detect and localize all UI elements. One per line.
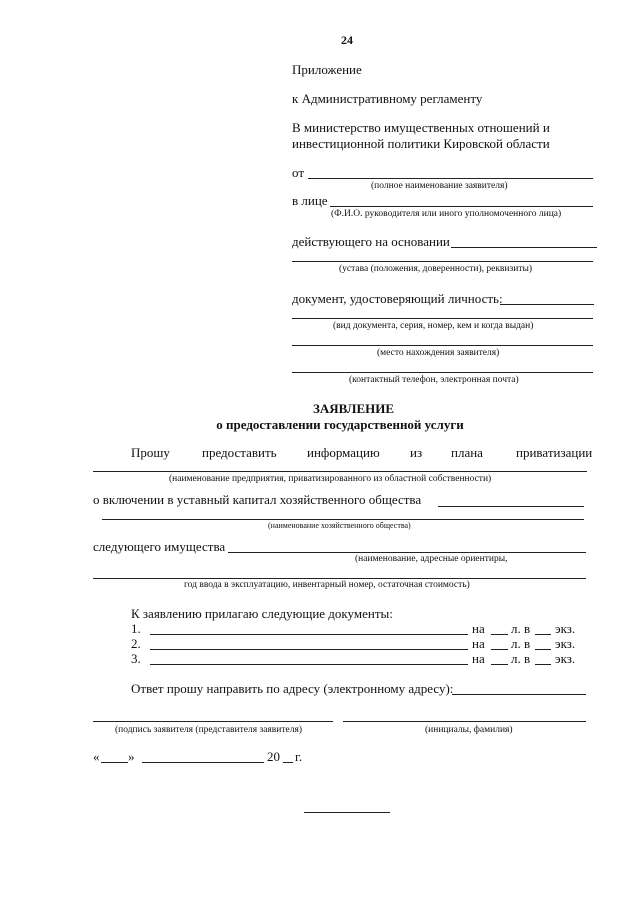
date-year-suffix: г. bbox=[295, 749, 303, 764]
date-month-field[interactable] bbox=[142, 762, 264, 763]
date-quote-open: « bbox=[93, 749, 100, 764]
attachment-field-3[interactable] bbox=[150, 664, 468, 665]
date-quote-close: » bbox=[128, 749, 135, 764]
page-number: 24 bbox=[341, 33, 353, 47]
request-word-4: из bbox=[410, 445, 423, 460]
attachment-pages-2[interactable] bbox=[491, 649, 508, 650]
contacts-field[interactable] bbox=[292, 372, 593, 373]
enterprise-field[interactable] bbox=[93, 471, 587, 472]
location-caption: (место нахождения заявителя) bbox=[377, 348, 500, 358]
location-field[interactable] bbox=[292, 345, 593, 346]
attachment-copies-1[interactable] bbox=[535, 634, 551, 635]
signature-caption: (подпись заявителя (представителя заявителя) bbox=[115, 725, 303, 735]
request-word-2: предоставить bbox=[202, 445, 277, 460]
inclusion-label: о включении в уставный капитал хозяйственного общества bbox=[93, 492, 422, 507]
attachment-l-1: л. в bbox=[511, 621, 531, 636]
person-label: в лице bbox=[292, 193, 328, 208]
attachment-na-2: на bbox=[472, 636, 485, 651]
attachment-copies-3[interactable] bbox=[535, 664, 551, 665]
contacts-caption: (контактный телефон, электронная почта) bbox=[349, 375, 519, 385]
inclusion-field[interactable] bbox=[438, 506, 584, 507]
request-word-3: информацию bbox=[307, 445, 380, 460]
property-caption-1: (наименование, адресные ориентиры, bbox=[355, 554, 508, 564]
request-word-6: приватизации bbox=[516, 445, 593, 460]
person-field[interactable] bbox=[330, 206, 593, 207]
basis-label: действующего на основании bbox=[292, 234, 450, 249]
ministry-line-2: инвестиционной политики Кировской области bbox=[292, 136, 550, 151]
attachment-pages-1[interactable] bbox=[491, 634, 508, 635]
attachment-num-1: 1. bbox=[131, 621, 141, 636]
date-day-field[interactable] bbox=[101, 762, 128, 763]
property-field-2[interactable] bbox=[93, 578, 586, 579]
property-field[interactable] bbox=[228, 552, 586, 553]
date-year-field[interactable] bbox=[283, 762, 293, 763]
date-year-prefix: 20 bbox=[267, 749, 280, 764]
document-title: ЗАЯВЛЕНИЕ bbox=[312, 401, 395, 416]
basis-field-2[interactable] bbox=[292, 261, 593, 262]
company-field[interactable] bbox=[102, 519, 584, 520]
from-field[interactable] bbox=[308, 178, 593, 179]
attachment-na-1: на bbox=[472, 621, 485, 636]
from-label: от bbox=[292, 165, 305, 180]
company-caption: (наименование хозяйственного общества) bbox=[268, 521, 411, 530]
initials-field[interactable] bbox=[343, 721, 586, 722]
request-word-1: Прошу bbox=[131, 445, 170, 460]
attachment-l-2: л. в bbox=[511, 636, 531, 651]
attachment-num-2: 2. bbox=[131, 636, 141, 651]
basis-field[interactable] bbox=[451, 247, 597, 248]
attachment-l-3: л. в bbox=[511, 651, 531, 666]
reply-field[interactable] bbox=[452, 694, 586, 695]
attachment-ekz-3: экз. bbox=[555, 651, 576, 666]
property-caption-2: год ввода в эксплуатацию, инвентарный номер, остаточная стоимость) bbox=[184, 580, 470, 590]
attachments-intro: К заявлению прилагаю следующие документы: bbox=[131, 606, 393, 621]
id-field[interactable] bbox=[500, 304, 594, 305]
attachment-num-3: 3. bbox=[131, 651, 141, 666]
footer-divider bbox=[304, 812, 390, 813]
document-subtitle: о предоставлении государственной услуги bbox=[216, 417, 464, 432]
attachment-copies-2[interactable] bbox=[535, 649, 551, 650]
property-label: следующего имущества bbox=[93, 539, 226, 554]
id-caption: (вид документа, серия, номер, кем и когда выдан) bbox=[333, 321, 534, 331]
appendix-label: Приложение bbox=[292, 62, 362, 77]
id-field-2[interactable] bbox=[292, 318, 593, 319]
attachment-ekz-1: экз. bbox=[555, 621, 576, 636]
attachment-field-2[interactable] bbox=[150, 649, 468, 650]
reply-label: Ответ прошу направить по адресу (электронному адресу): bbox=[131, 681, 454, 696]
attachment-pages-3[interactable] bbox=[491, 664, 508, 665]
ministry-line-1: В министерство имущественных отношений и bbox=[292, 120, 550, 135]
regulation-label: к Административному регламенту bbox=[292, 91, 483, 106]
person-caption: (Ф.И.О. руководителя или иного уполномоченного лица) bbox=[331, 209, 562, 219]
basis-caption: (устава (положения, доверенности), реквизиты) bbox=[339, 264, 533, 274]
request-word-5: плана bbox=[451, 445, 483, 460]
enterprise-caption: (наименование предприятия, приватизированного из областной собственности) bbox=[169, 474, 492, 484]
id-label: документ, удостоверяющий личность: bbox=[292, 291, 503, 306]
attachment-na-3: на bbox=[472, 651, 485, 666]
initials-caption: (инициалы, фамилия) bbox=[425, 725, 513, 735]
attachment-ekz-2: экз. bbox=[555, 636, 576, 651]
attachment-field-1[interactable] bbox=[150, 634, 468, 635]
from-caption: (полное наименование заявителя) bbox=[371, 181, 508, 191]
signature-field[interactable] bbox=[93, 721, 333, 722]
